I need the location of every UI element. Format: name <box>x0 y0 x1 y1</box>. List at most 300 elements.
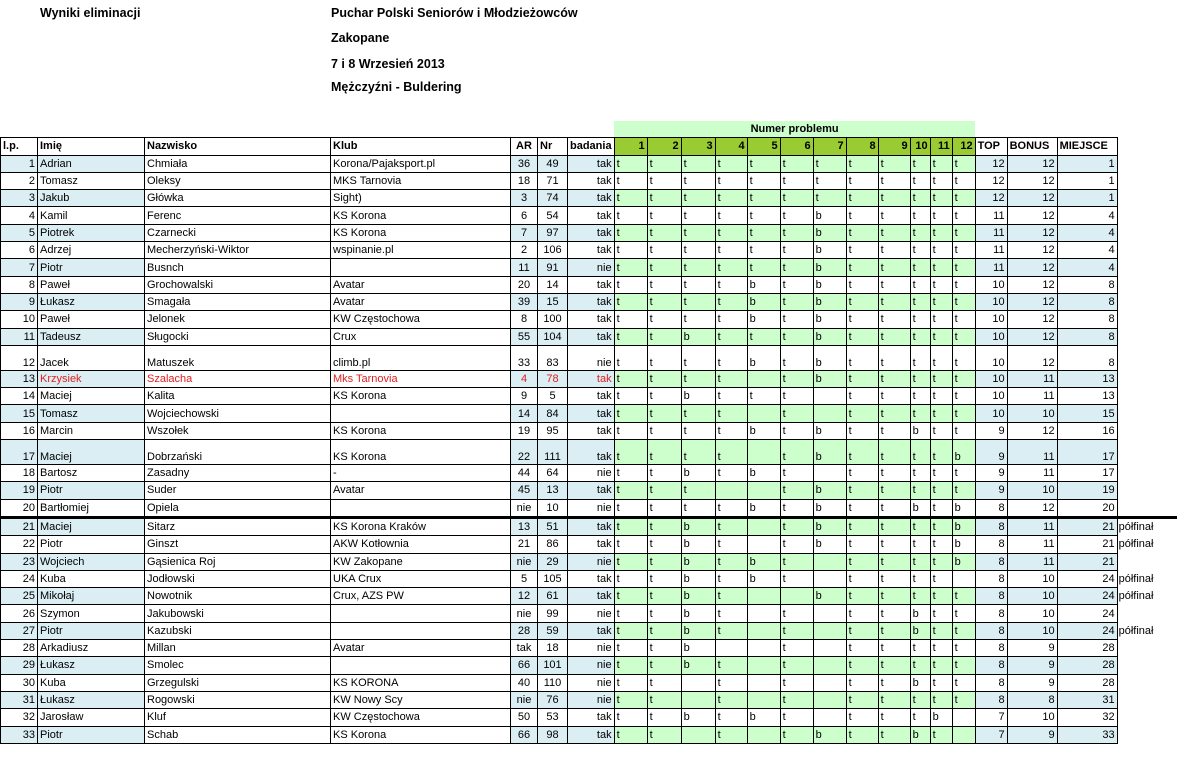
cell-badania: nie <box>568 657 615 674</box>
cell-miejsce: 19 <box>1057 482 1117 499</box>
cell-problem-result: t <box>614 311 647 328</box>
cell-problem-result: t <box>780 440 813 465</box>
col-nazwisko: Nazwisko <box>145 138 331 155</box>
cell-bonus: 9 <box>1007 657 1057 674</box>
cell-problem-result: t <box>846 276 878 293</box>
cell-top: 7 <box>975 726 1007 743</box>
cell-problem-result: t <box>780 345 813 370</box>
cell-lp: 25 <box>1 588 38 605</box>
cell-problem-result: t <box>846 674 878 691</box>
cell-problem-result: t <box>878 224 910 241</box>
cell-nazwisko: Jakubowski <box>145 605 331 622</box>
cell-problem-result: t <box>846 328 878 345</box>
col-problem: 9 <box>878 138 910 155</box>
cell-problem-result: t <box>647 605 681 622</box>
table-row <box>1 726 1178 743</box>
cell-problem-result: t <box>614 328 647 345</box>
col-problem: 3 <box>681 138 715 155</box>
cell-nr: 78 <box>538 370 568 387</box>
cell-problem-result: t <box>846 536 878 553</box>
cell-problem-result: t <box>878 440 910 465</box>
cell-problem-result: t <box>614 276 647 293</box>
cell-problem-result: b <box>747 465 780 482</box>
cell-problem-result: t <box>715 190 747 207</box>
cell-bonus: 10 <box>1007 570 1057 587</box>
cell-lp: 8 <box>1 276 38 293</box>
cell-problem-result: t <box>952 482 975 499</box>
cell-problem-result: t <box>780 657 813 674</box>
cell-bonus: 12 <box>1007 259 1057 276</box>
cell-miejsce: 20 <box>1057 499 1117 517</box>
cell-problem-result: t <box>715 293 747 310</box>
cell-problem-result: t <box>878 570 910 587</box>
cell-problem-result: t <box>846 422 878 439</box>
cell-extra-note <box>1117 726 1177 743</box>
problems-header: Numer problemu <box>614 121 975 138</box>
cell-problem-result: t <box>747 207 780 224</box>
cell-problem-result: t <box>647 465 681 482</box>
cell-problem-result <box>813 709 846 726</box>
cell-problem-result: t <box>930 726 952 743</box>
cell-problem-result: t <box>846 224 878 241</box>
cell-problem-result: b <box>910 622 930 639</box>
cell-nazwisko: Jelonek <box>145 311 331 328</box>
cell-problem-result: b <box>910 499 930 517</box>
cell-miejsce: 28 <box>1057 674 1117 691</box>
table-row <box>1 588 1178 605</box>
cell-problem-result: t <box>780 691 813 708</box>
cell-bonus: 11 <box>1007 553 1057 570</box>
cell-problem-result: t <box>952 388 975 405</box>
cell-problem-result: b <box>952 517 975 535</box>
cell-top: 11 <box>975 207 1007 224</box>
cell-problem-result: t <box>715 536 747 553</box>
cell-lp: 3 <box>1 190 38 207</box>
cell-klub: UKA Crux <box>331 570 511 587</box>
cell-badania: tak <box>568 207 615 224</box>
cell-problem-result: t <box>813 155 846 172</box>
cell-problem-result: t <box>846 640 878 657</box>
cell-problem-result: t <box>715 311 747 328</box>
cell-problem-result: t <box>715 709 747 726</box>
cell-problem-result: t <box>647 709 681 726</box>
cell-miejsce: 4 <box>1057 242 1117 259</box>
cell-imie: Adrian <box>38 155 145 172</box>
cell-problem-result: b <box>952 536 975 553</box>
cell-problem-result <box>813 465 846 482</box>
cell-problem-result: t <box>647 405 681 422</box>
cell-problem-result: b <box>681 553 715 570</box>
cell-badania: tak <box>568 422 615 439</box>
table-row <box>1 207 1178 224</box>
cell-problem-result: t <box>780 570 813 587</box>
cell-problem-result: t <box>910 709 930 726</box>
cell-problem-result: t <box>910 293 930 310</box>
cell-nazwisko: Wojciechowski <box>145 405 331 422</box>
cell-bonus: 11 <box>1007 440 1057 465</box>
cell-bonus: 10 <box>1007 588 1057 605</box>
cell-problem-result: b <box>813 259 846 276</box>
cell-problem-result: b <box>681 536 715 553</box>
cell-ar: 19 <box>511 422 538 439</box>
cell-badania: tak <box>568 172 615 189</box>
cell-problem-result: b <box>747 570 780 587</box>
cell-problem-result: t <box>647 726 681 743</box>
cell-extra-note <box>1117 388 1177 405</box>
table-row <box>1 328 1178 345</box>
cell-problem-result: t <box>614 190 647 207</box>
cell-problem-result: t <box>647 517 681 535</box>
cell-problem-result: t <box>910 570 930 587</box>
cell-problem-result: t <box>878 709 910 726</box>
cell-problem-result: t <box>681 259 715 276</box>
cell-problem-result: t <box>647 570 681 587</box>
cell-problem-result: t <box>878 622 910 639</box>
cell-lp: 10 <box>1 311 38 328</box>
cell-nr: 74 <box>538 190 568 207</box>
cell-bonus: 8 <box>1007 691 1057 708</box>
cell-klub: Korona/Pajaksport.pl <box>331 155 511 172</box>
cell-lp: 28 <box>1 640 38 657</box>
col-problem: 1 <box>614 138 647 155</box>
cell-problem-result: b <box>930 709 952 726</box>
cell-top: 8 <box>975 588 1007 605</box>
cell-nazwisko: Ginszt <box>145 536 331 553</box>
cell-ar: 12 <box>511 588 538 605</box>
cell-problem-result: t <box>647 588 681 605</box>
cell-problem-result: t <box>715 622 747 639</box>
cell-problem-result: t <box>910 440 930 465</box>
cell-bonus: 10 <box>1007 482 1057 499</box>
cell-problem-result: t <box>715 499 747 517</box>
cell-lp: 23 <box>1 553 38 570</box>
cell-lp: 20 <box>1 499 38 517</box>
cell-nr: 86 <box>538 536 568 553</box>
cell-miejsce: 28 <box>1057 657 1117 674</box>
cell-problem-result: t <box>930 553 952 570</box>
cell-klub: Avatar <box>331 293 511 310</box>
cell-extra-note <box>1117 293 1177 310</box>
cell-lp: 27 <box>1 622 38 639</box>
cell-problem-result: t <box>952 207 975 224</box>
cell-extra-note <box>1117 345 1177 370</box>
cell-problem-result: t <box>910 276 930 293</box>
cell-bonus: 12 <box>1007 293 1057 310</box>
cell-problem-result: t <box>846 370 878 387</box>
cell-klub <box>331 405 511 422</box>
cell-top: 11 <box>975 259 1007 276</box>
cell-problem-result: t <box>681 311 715 328</box>
cell-nr: 18 <box>538 640 568 657</box>
cell-ar: 45 <box>511 482 538 499</box>
cell-lp: 14 <box>1 388 38 405</box>
cell-problem-result <box>813 622 846 639</box>
cell-extra-note <box>1117 259 1177 276</box>
cell-lp: 32 <box>1 709 38 726</box>
cell-klub: Avatar <box>331 276 511 293</box>
cell-ar: 6 <box>511 207 538 224</box>
table-row <box>1 640 1178 657</box>
cell-problem-result: t <box>878 207 910 224</box>
cell-problem-result: t <box>952 293 975 310</box>
cell-problem-result: b <box>681 657 715 674</box>
cell-problem-result: t <box>846 345 878 370</box>
cell-lp: 5 <box>1 224 38 241</box>
cell-problem-result: t <box>747 155 780 172</box>
cell-problem-result: t <box>715 242 747 259</box>
cell-top: 10 <box>975 276 1007 293</box>
cell-problem-result: t <box>614 207 647 224</box>
cell-problem-result: t <box>878 370 910 387</box>
cell-imie: Piotr <box>38 482 145 499</box>
cell-problem-result <box>681 674 715 691</box>
cell-problem-result: t <box>910 465 930 482</box>
cell-problem-result: t <box>846 499 878 517</box>
cell-top: 8 <box>975 499 1007 517</box>
cell-extra-note <box>1117 242 1177 259</box>
cell-ar: 39 <box>511 293 538 310</box>
cell-problem-result: t <box>910 311 930 328</box>
cell-ar: 36 <box>511 155 538 172</box>
cell-problem-result: t <box>647 553 681 570</box>
cell-problem-result: t <box>930 224 952 241</box>
cell-extra-note <box>1117 440 1177 465</box>
cell-problem-result: t <box>715 422 747 439</box>
cell-problem-result: t <box>614 726 647 743</box>
cell-ar: 33 <box>511 345 538 370</box>
cell-problem-result: t <box>614 440 647 465</box>
table-row <box>1 517 1178 535</box>
cell-imie: Piotr <box>38 622 145 639</box>
cell-miejsce: 13 <box>1057 388 1117 405</box>
competition-title: Puchar Polski Seniorów i Młodzieżowców <box>331 6 578 20</box>
cell-problem-result <box>813 674 846 691</box>
cell-problem-result: t <box>780 517 813 535</box>
cell-problem-result: t <box>747 224 780 241</box>
cell-problem-result: t <box>747 328 780 345</box>
cell-problem-result: t <box>614 622 647 639</box>
cell-bonus: 9 <box>1007 640 1057 657</box>
cell-problem-result <box>747 517 780 535</box>
cell-problem-result: t <box>910 190 930 207</box>
cell-problem-result: t <box>780 726 813 743</box>
cell-problem-result: t <box>910 328 930 345</box>
cell-problem-result: b <box>681 640 715 657</box>
cell-klub: KW Zakopane <box>331 553 511 570</box>
cell-klub: KW Częstochowa <box>331 311 511 328</box>
cell-klub: KW Nowy Scy <box>331 691 511 708</box>
cell-problem-result: b <box>747 276 780 293</box>
cell-ar: 18 <box>511 172 538 189</box>
cell-problem-result: t <box>930 657 952 674</box>
cell-problem-result: t <box>813 172 846 189</box>
cell-nazwisko: Sługocki <box>145 328 331 345</box>
cell-top: 10 <box>975 311 1007 328</box>
cell-problem-result: t <box>681 482 715 499</box>
cell-problem-result: t <box>780 311 813 328</box>
cell-problem-result: t <box>930 465 952 482</box>
cell-problem-result: t <box>681 207 715 224</box>
cell-problem-result: t <box>780 155 813 172</box>
cell-nazwisko: Dobrzański <box>145 440 331 465</box>
col-bonus: BONUS <box>1007 138 1057 155</box>
cell-miejsce: 1 <box>1057 155 1117 172</box>
cell-problem-result: t <box>930 293 952 310</box>
col-problem: 2 <box>647 138 681 155</box>
table-row <box>1 155 1178 172</box>
cell-problem-result: t <box>614 691 647 708</box>
cell-problem-result: b <box>910 422 930 439</box>
cell-klub: KS KORONA <box>331 674 511 691</box>
cell-imie: Kamil <box>38 207 145 224</box>
cell-nr: 104 <box>538 328 568 345</box>
col-miejsce: MIEJSCE <box>1057 138 1117 155</box>
cell-problem-result: t <box>614 553 647 570</box>
cell-miejsce: 8 <box>1057 311 1117 328</box>
cell-problem-result: t <box>846 190 878 207</box>
table-row <box>1 405 1178 422</box>
cell-problem-result: b <box>813 588 846 605</box>
competition-category: Mężczyźni - Buldering <box>331 80 462 94</box>
cell-problem-result: t <box>614 155 647 172</box>
table-row <box>1 605 1178 622</box>
cell-problem-result: t <box>878 657 910 674</box>
cell-nazwisko: Jodłowski <box>145 570 331 587</box>
cell-nazwisko: Nowotnik <box>145 588 331 605</box>
cell-miejsce: 4 <box>1057 207 1117 224</box>
cell-miejsce: 16 <box>1057 422 1117 439</box>
cell-klub: Crux <box>331 328 511 345</box>
cell-problem-result: t <box>878 190 910 207</box>
cell-problem-result <box>747 482 780 499</box>
cell-ar: 22 <box>511 440 538 465</box>
cell-problem-result: t <box>930 422 952 439</box>
cell-problem-result: t <box>952 172 975 189</box>
cell-top: 10 <box>975 405 1007 422</box>
cell-ar: nie <box>511 605 538 622</box>
cell-miejsce: 8 <box>1057 345 1117 370</box>
cell-miejsce: 15 <box>1057 405 1117 422</box>
left-title: Wyniki eliminacji <box>40 6 141 20</box>
col-ar: AR <box>511 138 538 155</box>
cell-problem-result: b <box>747 311 780 328</box>
cell-nr: 61 <box>538 588 568 605</box>
cell-problem-result <box>747 370 780 387</box>
cell-bonus: 10 <box>1007 709 1057 726</box>
cell-problem-result: b <box>813 293 846 310</box>
cell-nazwisko: Chmiała <box>145 155 331 172</box>
cell-ar: 8 <box>511 311 538 328</box>
cell-problem-result: t <box>614 640 647 657</box>
cell-problem-result: b <box>813 536 846 553</box>
cell-problem-result: t <box>614 605 647 622</box>
cell-badania: nie <box>568 640 615 657</box>
cell-problem-result: t <box>952 405 975 422</box>
cell-badania: nie <box>568 605 615 622</box>
cell-lp: 7 <box>1 259 38 276</box>
cell-imie: Kuba <box>38 674 145 691</box>
cell-imie: Bartłomiej <box>38 499 145 517</box>
cell-problem-result: b <box>681 622 715 639</box>
results-table <box>0 121 1177 744</box>
col-badania: badania <box>568 138 615 155</box>
cell-problem-result: t <box>780 172 813 189</box>
cell-problem-result: t <box>910 370 930 387</box>
cell-problem-result <box>952 709 975 726</box>
cell-extra-note <box>1117 709 1177 726</box>
cell-miejsce: 1 <box>1057 172 1117 189</box>
cell-problem-result: t <box>878 465 910 482</box>
cell-top: 10 <box>975 345 1007 370</box>
cell-problem-result: t <box>715 370 747 387</box>
cell-problem-result: t <box>878 276 910 293</box>
cell-problem-result: t <box>952 242 975 259</box>
table-row <box>1 570 1178 587</box>
cell-problem-result: t <box>910 388 930 405</box>
cell-problem-result: t <box>952 657 975 674</box>
cell-problem-result: t <box>647 482 681 499</box>
cell-problem-result: t <box>681 224 715 241</box>
table-row <box>1 224 1178 241</box>
cell-imie: Marcin <box>38 422 145 439</box>
cell-bonus: 11 <box>1007 465 1057 482</box>
cell-klub: Avatar <box>331 640 511 657</box>
cell-problem-result: t <box>614 570 647 587</box>
cell-extra-note <box>1117 172 1177 189</box>
cell-problem-result: t <box>780 499 813 517</box>
cell-lp: 12 <box>1 345 38 370</box>
cell-klub: MKS Tarnovia <box>331 172 511 189</box>
table-row <box>1 276 1178 293</box>
cell-problem-result: t <box>647 328 681 345</box>
cell-problem-result: b <box>813 242 846 259</box>
cell-nr: 59 <box>538 622 568 639</box>
cell-problem-result: t <box>952 311 975 328</box>
cell-badania: tak <box>568 570 615 587</box>
cell-lp: 30 <box>1 674 38 691</box>
cell-imie: Tomasz <box>38 172 145 189</box>
cell-bonus: 12 <box>1007 190 1057 207</box>
cell-lp: 2 <box>1 172 38 189</box>
cell-problem-result: t <box>846 588 878 605</box>
cell-lp: 9 <box>1 293 38 310</box>
cell-extra-note <box>1117 276 1177 293</box>
cell-badania: tak <box>568 388 615 405</box>
cell-problem-result <box>747 405 780 422</box>
cell-miejsce: 21 <box>1057 536 1117 553</box>
cell-problem-result: t <box>846 388 878 405</box>
cell-problem-result: t <box>715 172 747 189</box>
cell-imie: Szymon <box>38 605 145 622</box>
table-row <box>1 293 1178 310</box>
cell-problem-result: t <box>878 405 910 422</box>
cell-problem-result: t <box>930 259 952 276</box>
cell-problem-result: t <box>681 276 715 293</box>
cell-badania: tak <box>568 242 615 259</box>
cell-problem-result: b <box>747 553 780 570</box>
cell-problem-result: b <box>813 345 846 370</box>
cell-problem-result: t <box>930 276 952 293</box>
cell-problem-result: t <box>780 224 813 241</box>
cell-problem-result: t <box>952 190 975 207</box>
cell-imie: Bartosz <box>38 465 145 482</box>
cell-imie: Łukasz <box>38 657 145 674</box>
cell-nazwisko: Kalita <box>145 388 331 405</box>
cell-problem-result <box>952 726 975 743</box>
column-header-row <box>1 138 1178 155</box>
cell-problem-result: b <box>747 499 780 517</box>
cell-problem-result: b <box>681 517 715 535</box>
